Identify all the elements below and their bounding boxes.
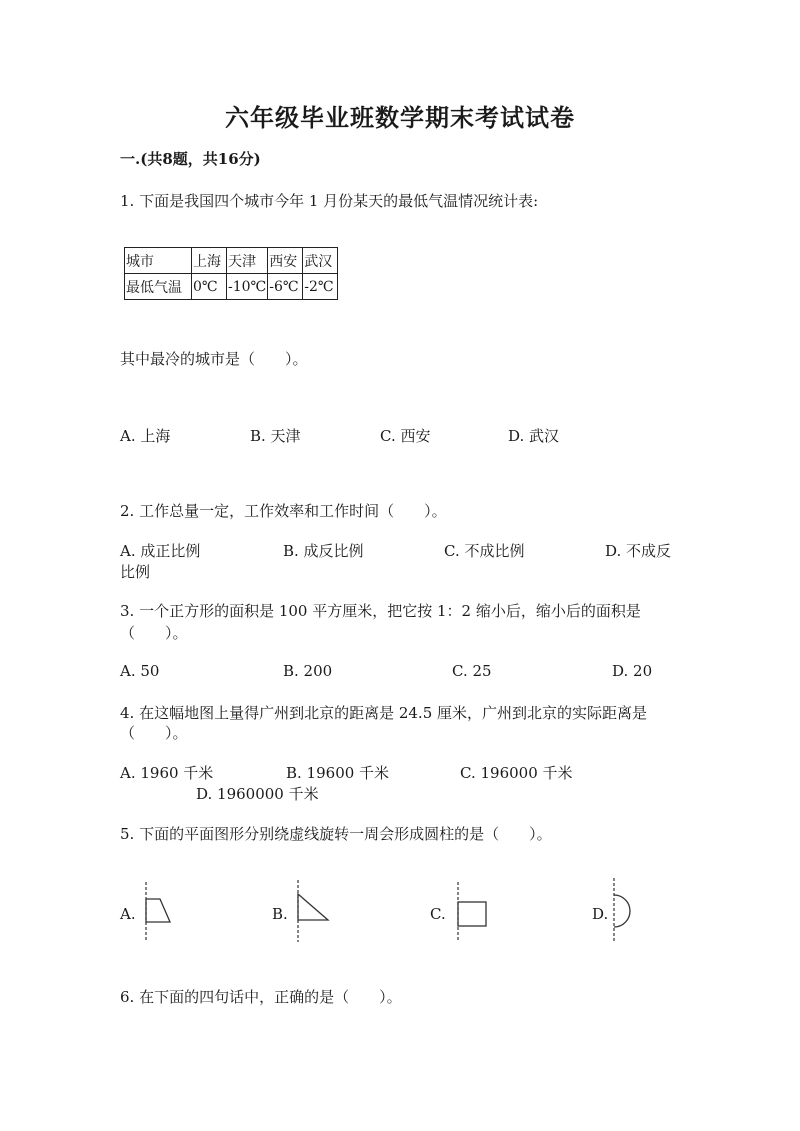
table-cell: 武汉: [303, 248, 338, 274]
trapezoid-figure: [138, 880, 178, 942]
question-6-stem: 6. 在下面的四句话中，正确的是（ ）。: [120, 988, 402, 1006]
q3-option-b[interactable]: B. 200: [283, 662, 333, 680]
table-cell: 上海: [192, 248, 227, 274]
q5-option-c[interactable]: C.: [430, 905, 446, 923]
q2-option-c[interactable]: C. 不成比例: [444, 542, 525, 560]
rectangle-figure: [450, 880, 494, 942]
table-row: [125, 274, 338, 300]
question-4-stem: 4. 在这幅地图上量得广州到北京的距离是 24.5 厘米，广州到北京的实际距离是: [120, 704, 648, 722]
q1-option-d[interactable]: D. 武汉: [508, 427, 560, 445]
table-cell: -10℃: [227, 274, 268, 300]
q1-option-b[interactable]: B. 天津: [250, 427, 301, 445]
q2-option-d-wrap: 比例: [120, 563, 151, 581]
table-row: [125, 248, 338, 274]
q1-option-a[interactable]: A. 上海: [120, 427, 171, 445]
page-title: 六年级毕业班数学期末考试试卷: [225, 103, 575, 132]
question-3-stem: 3. 一个正方形的面积是 100 平方厘米，把它按 1：2 缩小后，缩小后的面积是: [120, 602, 641, 620]
q4-option-a[interactable]: A. 1960 千米: [120, 764, 214, 782]
temperature-table: [124, 247, 338, 300]
table-cell: 西安: [268, 248, 303, 274]
q2-option-b[interactable]: B. 成反比例: [283, 542, 364, 560]
question-2-stem: 2. 工作总量一定，工作效率和工作时间（ ）。: [120, 502, 447, 520]
q5-option-d[interactable]: D.: [592, 905, 609, 923]
question-5-stem: 5. 下面的平面图形分别绕虚线旋转一周会形成圆柱的是（ ）。: [120, 825, 552, 843]
table-cell: 最低气温: [125, 274, 192, 300]
table-cell: 天津: [227, 248, 268, 274]
q4-option-d[interactable]: D. 1960000 千米: [196, 785, 319, 803]
q3-option-c[interactable]: C. 25: [452, 662, 492, 680]
question-3-stem-cont: （ ）。: [120, 624, 188, 642]
table-cell: -6℃: [268, 274, 303, 300]
q5-option-b[interactable]: B.: [272, 905, 288, 923]
section-heading: 一.(共8题，共16分): [120, 150, 261, 168]
q2-option-a[interactable]: A. 成正比例: [120, 542, 201, 560]
q2-option-d[interactable]: D. 不成反: [605, 542, 672, 560]
q4-option-c[interactable]: C. 196000 千米: [460, 764, 573, 782]
triangle-figure: [290, 878, 334, 944]
q1-option-c[interactable]: C. 西安: [380, 427, 431, 445]
q5-option-a[interactable]: A.: [120, 905, 136, 923]
semicircle-figure: [606, 876, 642, 944]
question-1-stem: 1. 下面是我国四个城市今年 1 月份某天的最低气温情况统计表:: [120, 192, 539, 210]
q3-option-a[interactable]: A. 50: [120, 662, 160, 680]
question-4-stem-cont: （ ）。: [120, 724, 188, 742]
q4-option-b[interactable]: B. 19600 千米: [286, 764, 390, 782]
table-cell: 0℃: [192, 274, 227, 300]
table-cell: 城市: [125, 248, 192, 274]
question-1-prompt: 其中最冷的城市是（ ）。: [120, 350, 308, 368]
table-cell: -2℃: [303, 274, 338, 300]
q3-option-d[interactable]: D. 20: [612, 662, 653, 680]
